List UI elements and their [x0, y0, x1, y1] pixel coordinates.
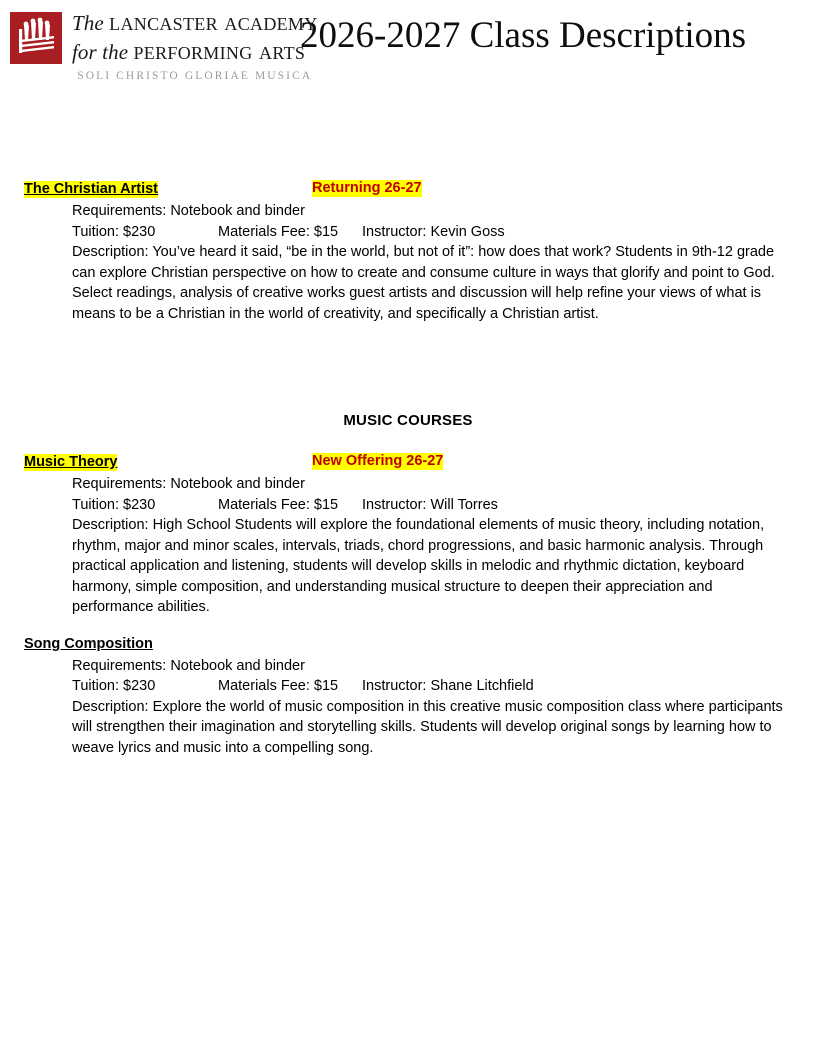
course-requirements: Requirements: Notebook and binder [72, 657, 305, 674]
course-fees-row [72, 495, 792, 516]
page-header [0, 0, 816, 92]
course-fees-row [72, 222, 792, 243]
spacer [0, 92, 816, 180]
logo-line-1 [72, 10, 318, 35]
course-details [24, 656, 792, 759]
course-instructor: Instructor: Will Torres [362, 496, 498, 513]
course-title: Song Composition [24, 635, 153, 652]
course-instructor: Instructor: Shane Litchfield [362, 678, 534, 694]
course-tuition: Tuition: $230 [72, 223, 156, 240]
logo-line-2 [72, 39, 318, 64]
course-requirements: Requirements: Notebook and binder [72, 476, 305, 492]
course-description: Description: Explore the world of music composition in this creative music composition class where participants will strengthen their imagination and storytelling skills. Students will develop original songs by learning how to weave lyrics and music into a compelling song. [72, 698, 783, 756]
page-title: 2026-2027 Class Descriptions [300, 15, 747, 56]
course-block [0, 453, 816, 618]
logo-for-the: for the [72, 40, 129, 64]
course-details [24, 474, 792, 618]
spacer [0, 429, 816, 453]
logo-lancaster-academy: lancaster academy [109, 9, 318, 36]
course-description: Description: You’ve heard it said, “be in the world, but not of it”: how does that work? Students in 9th-12 grade can explore Christian perspective on how to create and consume culture in ways that glorify and point to God. Select readings, analysis of creative works guest artists and discussion will help refine your views of what is means to be a Christian in the world of creativity, and specifically a Christian artist. [72, 244, 775, 322]
course-description: Description: High School Students will explore the foundational elements of music theory, including notation, rhythm, major and minor scales, intervals, triads, chord progressions, and basic harmonic analysis. Through practical application and listening, students will develop skills in melodic and rhythmic dictation, keyboard harmony, simple composition, and understanding musical structure to deepen their appreciation and performance abilities. [72, 517, 765, 615]
course-header [24, 453, 792, 472]
document-body [0, 92, 816, 758]
course-materials-fee: Materials Fee: $15 [218, 678, 339, 694]
course-header [24, 180, 792, 199]
logo-performing-arts: performing arts [133, 38, 306, 65]
course-block [0, 635, 816, 759]
course-block [0, 180, 816, 324]
course-materials-fee: Materials Fee: $15 [218, 223, 339, 240]
course-fees-row [72, 676, 792, 697]
section-heading-music-courses: MUSIC COURSES [343, 412, 473, 429]
organ-pipes-icon [10, 12, 62, 64]
course-details [24, 201, 792, 324]
logo-motto: SOLI CHRISTO GLORIAE MUSICA [77, 70, 313, 82]
school-logo [10, 10, 318, 83]
logo-wordmark [72, 10, 318, 83]
course-header [24, 635, 792, 654]
course-status-badge: Returning 26-27 [312, 180, 422, 196]
course-instructor: Instructor: Kevin Goss [362, 223, 505, 240]
course-status-badge: New Offering 26-27 [312, 453, 444, 469]
course-title: The Christian Artist [24, 181, 159, 197]
course-requirements: Requirements: Notebook and binder [72, 203, 305, 219]
course-title: Music Theory [24, 454, 118, 470]
logo-the: The [72, 11, 104, 35]
course-tuition: Tuition: $230 [72, 678, 156, 694]
spacer [0, 324, 816, 412]
spacer [0, 618, 816, 635]
course-tuition: Tuition: $230 [72, 496, 156, 513]
course-materials-fee: Materials Fee: $15 [218, 496, 339, 513]
